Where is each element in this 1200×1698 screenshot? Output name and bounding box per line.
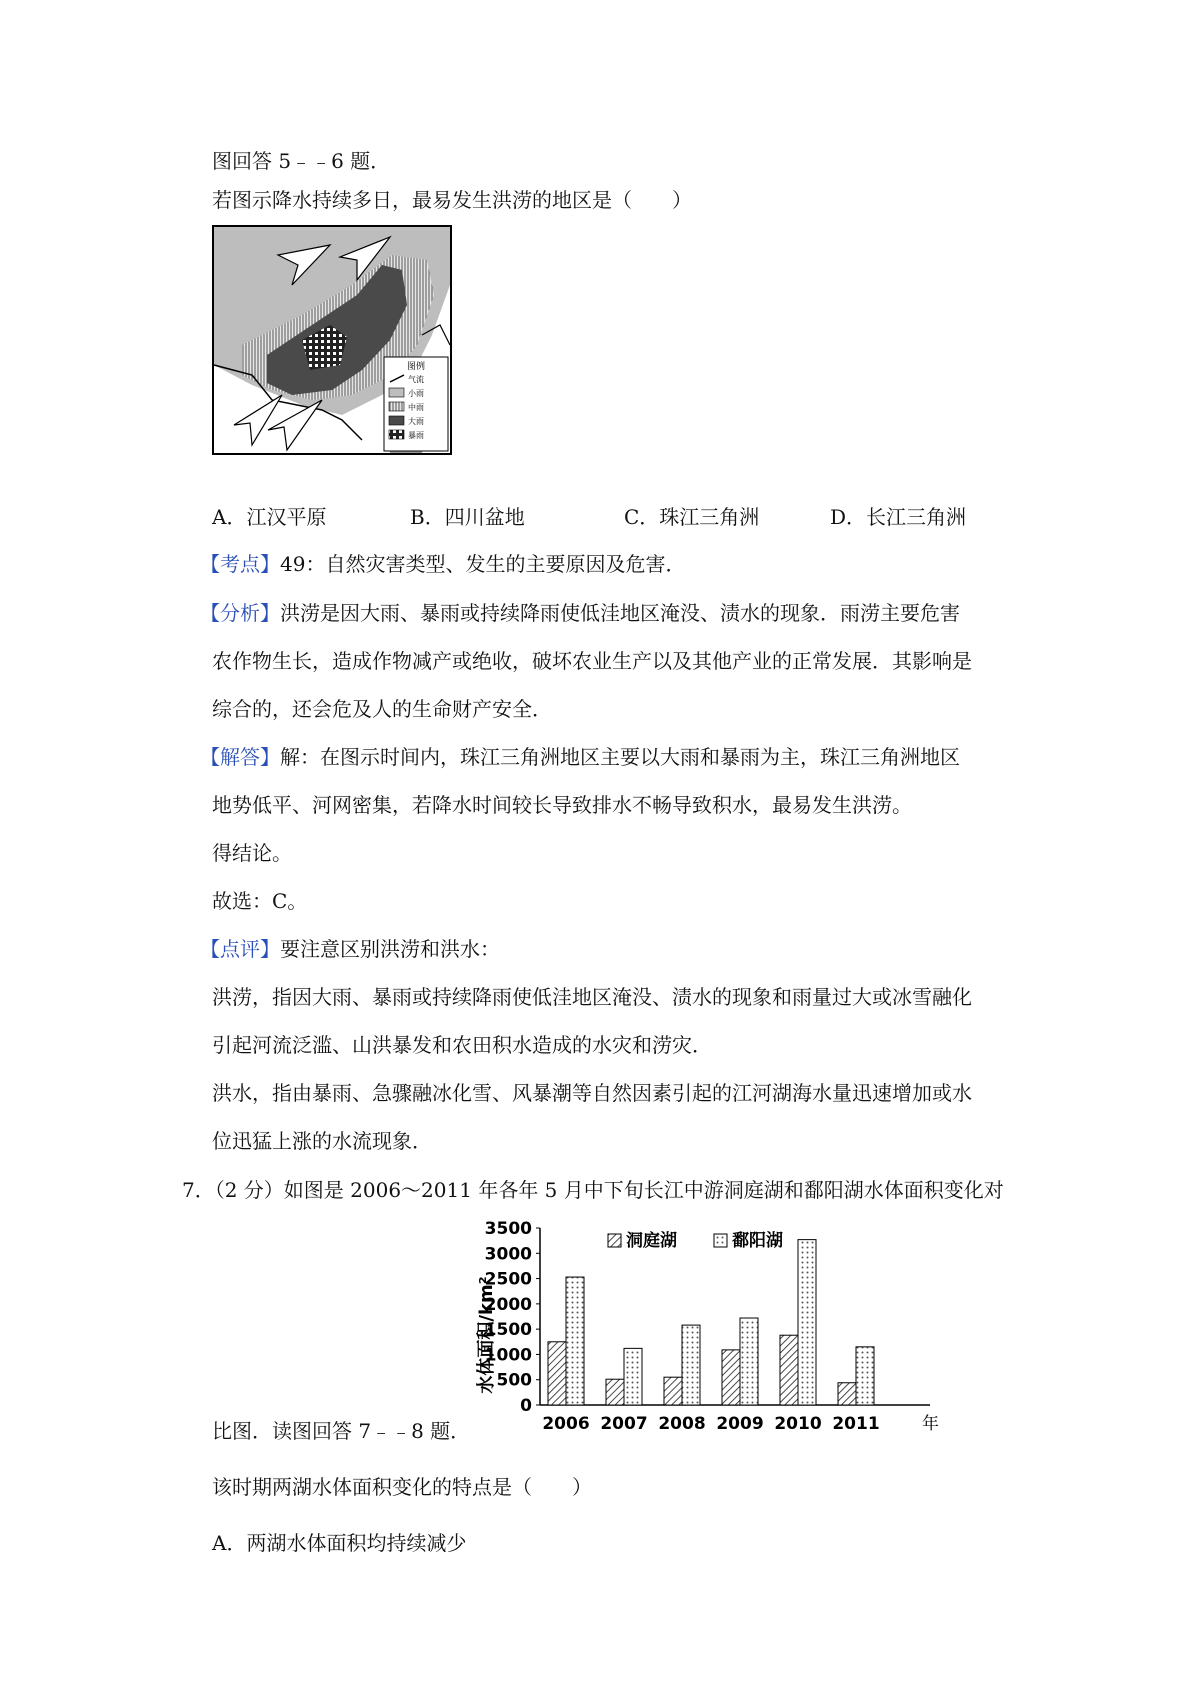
y-tick-label: 2500 <box>484 1269 532 1290</box>
dianping-tag: 【点评】 <box>200 937 280 961</box>
bar-poyang-2011 <box>856 1347 874 1405</box>
legend-light-rain: 小雨 <box>408 389 424 398</box>
y-tick-label: 1000 <box>484 1345 532 1366</box>
legend-moderate-rain: 中雨 <box>408 403 424 412</box>
fenxi-line-3: 综合的，还会危及人的生命财产安全． <box>212 697 552 721</box>
x-unit-label: 年 <box>922 1414 939 1434</box>
y-tick-label: 500 <box>496 1370 532 1391</box>
dianping-p2-line-2: 位迅猛上涨的水流现象． <box>212 1129 432 1153</box>
jieda-line-3: 得结论。 <box>212 841 292 865</box>
fenxi-tag: 【分析】 <box>200 601 280 625</box>
jieda-line-1: 【解答】解：在图示时间内，珠江三角洲地区主要以大雨和暴雨为主，珠江三角洲地区 <box>200 745 960 769</box>
precipitation-map <box>212 225 452 455</box>
dianping-p1-line-1: 洪涝，指因大雨、暴雨或持续降雨使低洼地区淹没、渍水的现象和雨量过大或冰雪融化 <box>212 985 972 1009</box>
bar-dongting-2007 <box>606 1379 624 1405</box>
bar-dongting-2006 <box>548 1342 566 1405</box>
bar-dongting-2010 <box>780 1335 798 1405</box>
question-7-option-a: A．两湖水体面积均持续减少 <box>212 1531 467 1555</box>
y-tick-label: 3500 <box>484 1219 532 1239</box>
x-tick-label: 2008 <box>658 1414 706 1434</box>
dianping-p1-line-2: 引起河流泛滥、山洪暴发和农田积水造成的水灾和涝灾． <box>212 1033 712 1057</box>
bar-dongting-2008 <box>664 1377 682 1405</box>
q5-option-b: B．四川盆地 <box>410 505 525 529</box>
y-tick-label: 0 <box>520 1396 532 1416</box>
y-tick-label: 3000 <box>484 1244 532 1265</box>
legend-title: 图例 <box>406 362 426 372</box>
intro-line: 图回答 5﹣﹣6 题． <box>212 149 391 173</box>
q5-option-a: A．江汉平原 <box>212 505 327 529</box>
legend-swatch <box>714 1234 727 1247</box>
legend-label: 鄱阳湖 <box>732 1231 783 1251</box>
x-tick-label: 2006 <box>542 1414 590 1434</box>
jieda-line-2: 地势低平、河网密集，若降水时间较长导致排水不畅导致积水，最易发生洪涝。 <box>212 793 912 817</box>
legend-swatch <box>608 1234 621 1247</box>
kaodian-text: 49：自然灾害类型、发生的主要原因及危害． <box>280 552 686 576</box>
question-7-stem: 该时期两湖水体面积变化的特点是（ ） <box>212 1475 592 1499</box>
y-tick-label: 2000 <box>484 1294 532 1315</box>
jieda-tag: 【解答】 <box>200 745 280 769</box>
kaodian-tag: 【考点】 <box>200 552 280 576</box>
y-axis-label: 水体面积/km² <box>476 1276 497 1394</box>
bar-dongting-2011 <box>838 1383 856 1405</box>
kaodian-line <box>200 550 685 578</box>
bar-poyang-2007 <box>624 1348 642 1405</box>
q5-option-d: D．长江三角洲 <box>830 505 967 529</box>
x-tick-label: 2009 <box>716 1414 764 1434</box>
map-legend <box>384 357 448 451</box>
bar-dongting-2009 <box>722 1350 740 1405</box>
legend-airflow: 气流 <box>408 375 424 384</box>
bar-poyang-2006 <box>566 1277 584 1405</box>
lake-area-bar-chart <box>470 1210 960 1460</box>
x-tick-label: 2010 <box>774 1414 822 1434</box>
question-5-stem: 若图示降水持续多日，最易发生洪涝的地区是（ ） <box>212 188 692 212</box>
bar-poyang-2008 <box>682 1325 700 1405</box>
legend-heavy-rain: 大雨 <box>408 417 424 426</box>
y-tick-label: 1500 <box>484 1320 532 1341</box>
dianping-p2-line-1: 洪水，指由暴雨、急骤融冰化雪、风暴潮等自然因素引起的江河湖海水量迅速增加或水 <box>212 1081 972 1105</box>
fenxi-line-1: 【分析】洪涝是因大雨、暴雨或持续降雨使低洼地区淹没、渍水的现象．雨涝主要危害 <box>200 601 960 625</box>
q5-option-c: C．珠江三角洲 <box>624 505 760 529</box>
bar-poyang-2010 <box>798 1240 816 1405</box>
bar-poyang-2009 <box>740 1318 758 1405</box>
x-tick-label: 2011 <box>832 1414 880 1434</box>
dianping-line: 【点评】要注意区别洪涝和洪水： <box>200 937 500 961</box>
legend-label: 洞庭湖 <box>626 1231 677 1251</box>
jieda-line-4: 故选：C。 <box>212 889 308 913</box>
fenxi-line-2: 农作物生长，造成作物减产或绝收，破坏农业生产以及其他产业的正常发展．其影响是 <box>212 649 972 673</box>
legend-rainstorm: 暴雨 <box>408 431 424 440</box>
x-tick-label: 2007 <box>600 1414 648 1434</box>
question-7-line-1: 7．（2 分）如图是 2006～2011 年各年 5 月中下旬长江中游洞庭湖和鄱阳湖水体面积变化对 <box>182 1178 1004 1202</box>
question-7-line-2: 比图．读图回答 7﹣﹣8 题． <box>212 1419 471 1443</box>
